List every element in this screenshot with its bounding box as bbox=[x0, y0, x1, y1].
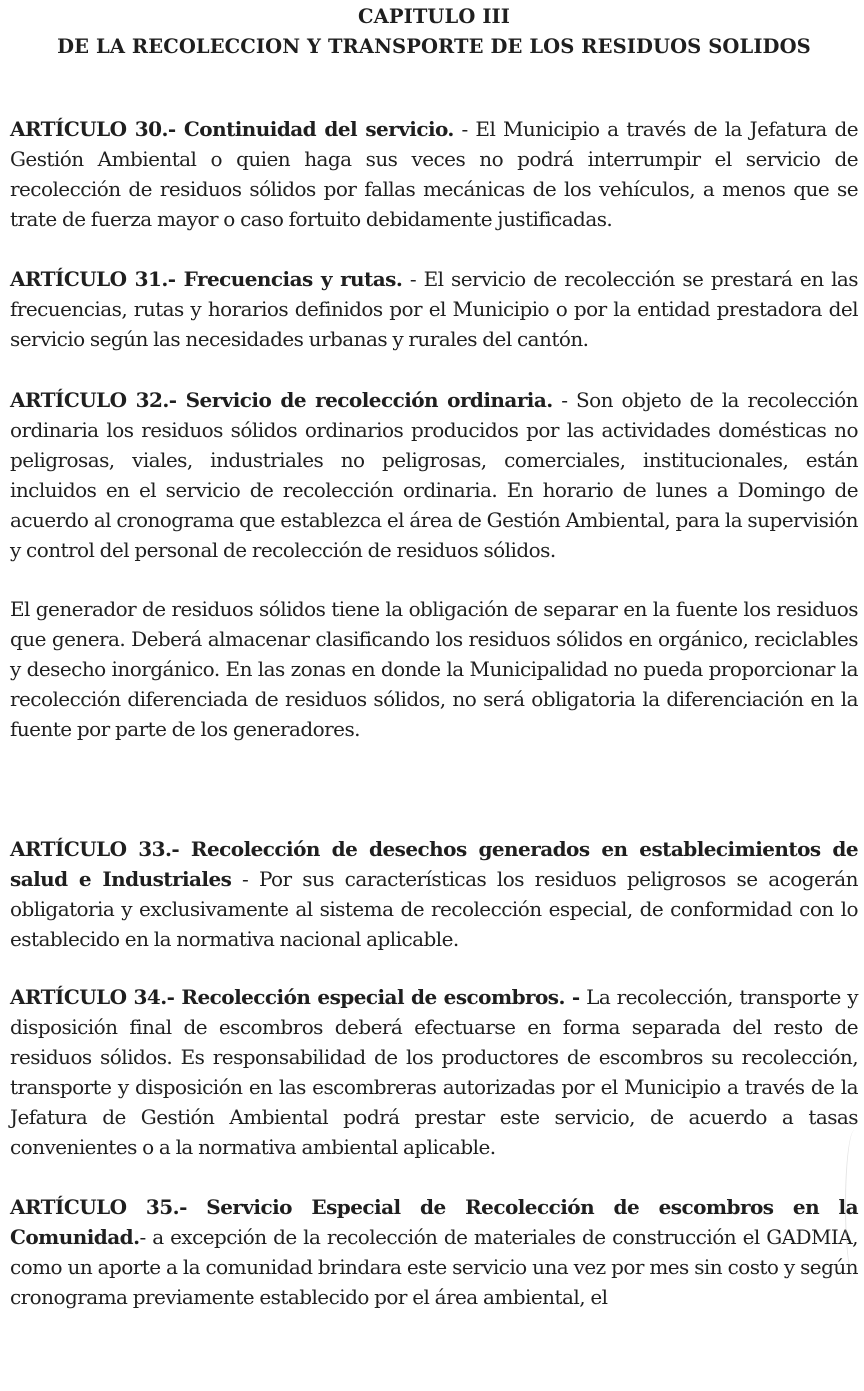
article-31 bbox=[10, 264, 858, 354]
article-31-body: - El servicio de recolección se prestará en las frecuencias, rutas y horarios definidos por el Municipio o por la entidad prestadora del servicio según las necesidades urbanas y rurales del cantón. bbox=[10, 267, 859, 351]
article-32-body: - Son objeto de la recolección ordinaria los residuos sólidos ordinarios producidos por las actividades domésticas no peligrosas, viales, industriales no peligrosas, comerciales, institucionales, están incluidos en el servicio de recolección ordinaria. En horario de lunes a Domingo de acuerdo al cronograma que establezca el área de Gestión Ambiental, para la supervisión y control del personal de recolección de residuos sólidos. bbox=[10, 388, 858, 562]
article-32 bbox=[10, 385, 858, 565]
article-33 bbox=[10, 834, 858, 954]
article-35-heading: ARTÍCULO 35.- Servicio Especial de Recolección de escombros en la Comunidad. bbox=[10, 1195, 858, 1249]
article-35 bbox=[10, 1192, 858, 1312]
document-page bbox=[10, 0, 858, 1312]
article-30 bbox=[10, 114, 858, 234]
article-30-heading: ARTÍCULO 30.- Continuidad del servicio. bbox=[10, 117, 454, 141]
article-33-heading: ARTÍCULO 33.- Recolección de desechos generados en establecimientos de salud e Industriales bbox=[10, 837, 858, 891]
chapter-subject: DE LA RECOLECCION Y TRANSPORTE DE LOS RESIDUOS SOLIDOS bbox=[57, 35, 811, 58]
article-34-body: La recolección, transporte y disposición final de escombros deberá efectuarse en forma separada del resto de residuos sólidos. Es responsabilidad de los productores de escombros su recolección, transporte y disposición en las escombreras autorizadas por el Municipio a través de la Jefatura de Gestión Ambiental podrá prestar este servicio, de acuerdo a tasas convenientes o a la normativa ambiental aplicable. bbox=[10, 985, 858, 1159]
article-30-body: - El Municipio a través de la Jefatura de Gestión Ambiental o quien haga sus veces no podrá interrumpir el servicio de recolección de residuos sólidos por fallas mecánicas de los vehículos, a menos que se trate de fuerza mayor o caso fortuito debidamente justificadas. bbox=[10, 117, 858, 231]
article-33-body: - Por sus características los residuos peligrosos se acogerán obligatoria y exclusivamente al sistema de recolección especial, de conformidad con lo establecido en la normativa nacional aplicable. bbox=[10, 867, 858, 951]
article-32-paragraph-2: El generador de residuos sólidos tiene la obligación de separar en la fuente los residuos que genera. Deberá almacenar clasificando los residuos sólidos en orgánico, reciclables y desecho inorgánico. En las zonas en donde la Municipalidad no pueda proporcionar la recolección diferenciada de residuos sólidos, no será obligatoria la diferenciación en la fuente por parte de los generadores. bbox=[10, 597, 858, 741]
article-32-heading: ARTÍCULO 32.- Servicio de recolección ordinaria. bbox=[10, 388, 553, 412]
chapter-number: CAPITULO III bbox=[357, 5, 510, 28]
article-31-heading: ARTÍCULO 31.- Frecuencias y rutas. bbox=[10, 267, 403, 291]
chapter-title bbox=[10, 2, 858, 62]
article-34 bbox=[10, 982, 858, 1162]
article-35-body: - a excepción de la recolección de materiales de construcción el GADMIA, como un aporte a la comunidad brindara este servicio una vez por mes sin costo y según cronograma previamente establecido por el área ambiental, el bbox=[10, 1225, 858, 1309]
article-34-heading: ARTÍCULO 34.- Recolección especial de escombros. - bbox=[10, 985, 580, 1009]
scan-artifact bbox=[845, 1130, 864, 1280]
